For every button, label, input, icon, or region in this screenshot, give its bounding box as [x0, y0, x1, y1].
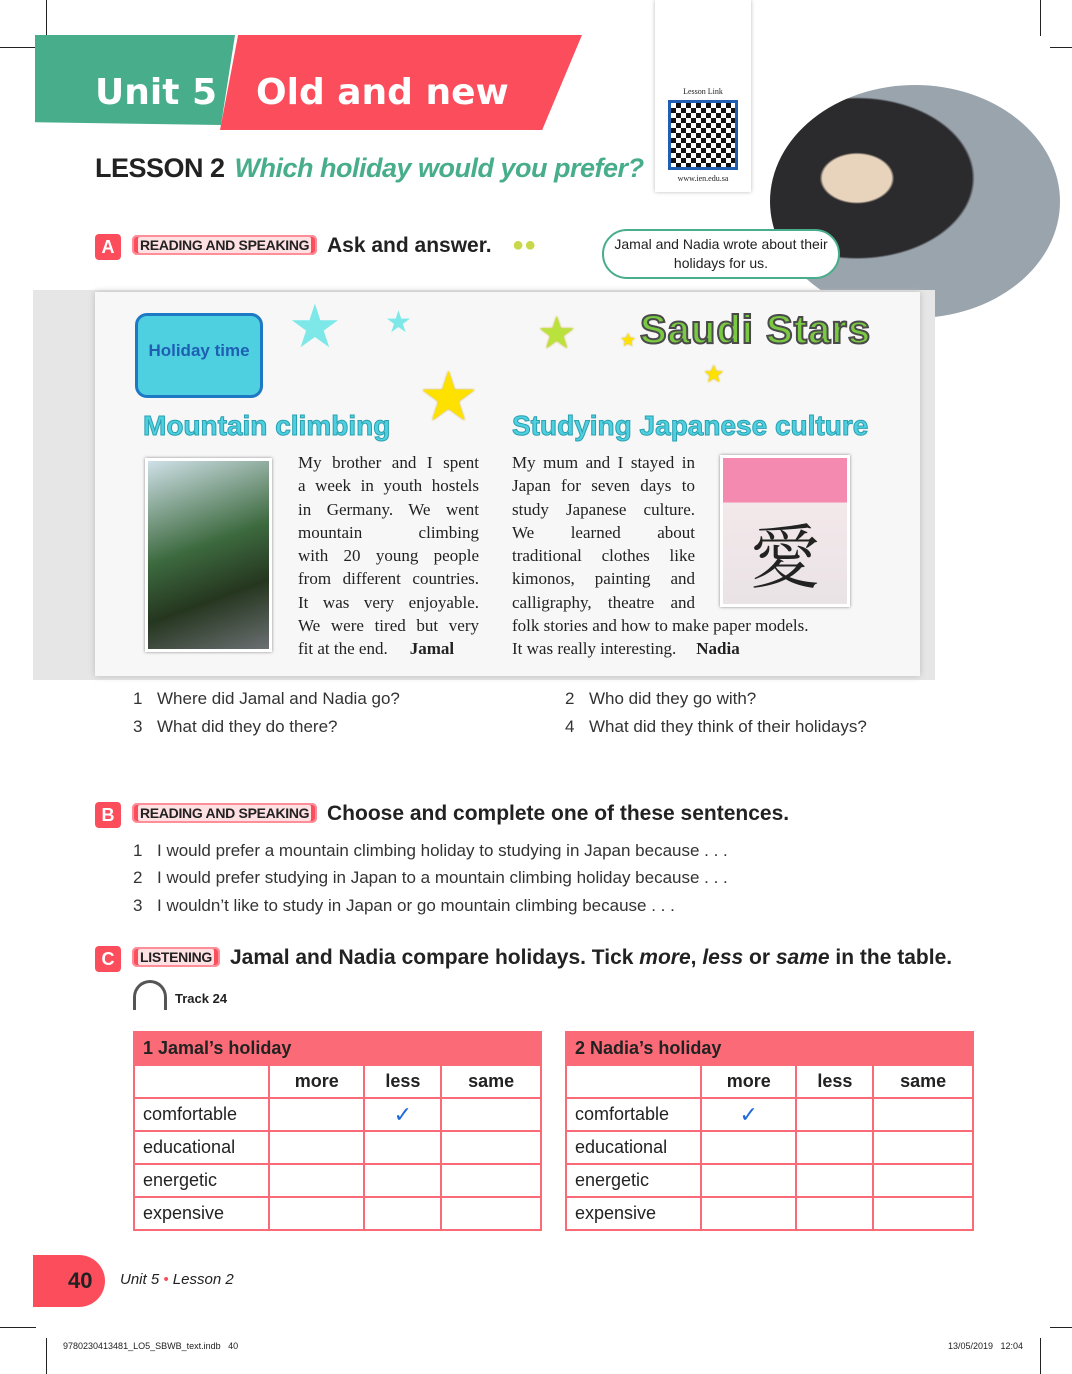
- row-label: energetic: [566, 1164, 701, 1197]
- column-header-less: less: [364, 1065, 441, 1098]
- tick-cell-less[interactable]: ✓: [364, 1098, 441, 1131]
- magazine-title: Saudi Stars: [640, 308, 872, 352]
- qr-lesson-link[interactable]: [655, 0, 751, 192]
- unit-title: Old and new: [256, 72, 509, 113]
- tick-cell-same[interactable]: [873, 1131, 973, 1164]
- row-label: comfortable: [134, 1098, 269, 1131]
- article-heading-mountain: Mountain climbing: [143, 410, 391, 441]
- tick-cell-same[interactable]: [873, 1164, 973, 1197]
- section-b-letter: B: [95, 802, 121, 828]
- row-label: energetic: [134, 1164, 269, 1197]
- qr-code[interactable]: [668, 100, 738, 170]
- crop-mark: [1040, 0, 1041, 36]
- row-label: comfortable: [566, 1098, 701, 1131]
- track-label[interactable]: Track 24: [175, 991, 228, 1006]
- qr-label: Lesson Link: [683, 87, 723, 96]
- tick-cell-more[interactable]: [269, 1164, 364, 1197]
- tick-cell-less[interactable]: [364, 1131, 441, 1164]
- tick-cell-more[interactable]: [269, 1131, 364, 1164]
- question: 4 What did they think of their holidays?: [565, 717, 867, 736]
- sentence-option: 3 I wouldn’t like to study in Japan or go mountain climbing because . . .: [133, 896, 675, 915]
- crop-mark: [0, 1327, 36, 1328]
- author-nadia: Nadia: [696, 639, 740, 659]
- tick-cell-more[interactable]: [269, 1098, 364, 1131]
- row-label: expensive: [134, 1197, 269, 1230]
- star-icon: ★: [418, 359, 479, 435]
- page-number: 40: [68, 1268, 93, 1293]
- headphones-icon[interactable]: [133, 980, 167, 1010]
- article-jamal: My brother and I spent a week in youth hostels in Germany. We went mountain climbing with 20 young people from different countries. It was very enjoyable. We were tired but very fit at the end. Jamal: [298, 453, 479, 659]
- tick-cell-same[interactable]: [873, 1197, 973, 1230]
- tick-cell-less[interactable]: [796, 1197, 873, 1230]
- question: 1 Where did Jamal and Nadia go?: [133, 689, 400, 708]
- photo-japanese-culture: 愛: [720, 455, 850, 607]
- row-label: educational: [134, 1131, 269, 1164]
- table-title: 2 Nadia’s holiday: [566, 1032, 973, 1065]
- row-label: expensive: [566, 1197, 701, 1230]
- tick-cell-same[interactable]: [441, 1164, 541, 1197]
- unit-label: Unit 5: [95, 72, 217, 113]
- tick-cell-more[interactable]: [269, 1197, 364, 1230]
- star-icon: ★: [703, 361, 725, 388]
- print-date: 13/05/2019 12:04: [948, 1341, 1024, 1351]
- tick-cell-less[interactable]: [796, 1164, 873, 1197]
- article-nadia: My mum and I stayed in Japan for seven days to study Japanese culture. We learned about traditional clothes like kimonos, painting and calligraphy, theatre and: [512, 453, 695, 612]
- table-row: [134, 1098, 541, 1131]
- speech-bubble: Jamal and Nadia wrote about their holidays for us.: [602, 229, 840, 279]
- crop-mark: [46, 0, 47, 36]
- table-row: [566, 1164, 973, 1197]
- column-header-less: less: [796, 1065, 873, 1098]
- star-icon: ★: [288, 293, 342, 360]
- sentence-option: 1 I would prefer a mountain climbing holiday to studying in Japan because . . .: [133, 841, 728, 860]
- tick-cell-more[interactable]: ✓: [701, 1098, 796, 1131]
- column-header-more: more: [269, 1065, 364, 1098]
- article-nadia-end: folk stories and how to make paper models. It was really interesting. Nadia: [512, 616, 809, 659]
- section-c-letter: C: [95, 946, 121, 972]
- table-row: [566, 1197, 973, 1230]
- star-icon: ★: [620, 330, 637, 350]
- table-title: 1 Jamal’s holiday: [134, 1032, 541, 1065]
- lesson-heading: [95, 153, 644, 184]
- article-heading-japanese: Studying Japanese culture: [512, 410, 869, 441]
- column-header-same: same: [441, 1065, 541, 1098]
- crop-mark: [46, 1338, 47, 1374]
- tick-cell-less[interactable]: [364, 1164, 441, 1197]
- section-c-skill: LISTENING: [132, 947, 220, 967]
- section-b-instruction: Choose and complete one of these sentences.: [327, 802, 790, 825]
- crop-mark: [1040, 1338, 1041, 1374]
- table-row: [134, 1164, 541, 1197]
- tick-cell-more[interactable]: [701, 1197, 796, 1230]
- section-a-skill: READING AND SPEAKING: [132, 235, 317, 255]
- star-icon: ★: [385, 306, 412, 339]
- column-header-same: same: [873, 1065, 973, 1098]
- lesson-title: Which holiday would you prefer?: [234, 153, 644, 183]
- qr-url: www.ien.edu.sa: [677, 174, 729, 183]
- tick-cell-same[interactable]: [441, 1197, 541, 1230]
- table-row: [134, 1131, 541, 1164]
- row-label: educational: [566, 1131, 701, 1164]
- column-header-more: more: [701, 1065, 796, 1098]
- question: 3 What did they do there?: [133, 717, 338, 736]
- crop-mark: [1050, 1327, 1072, 1328]
- tick-cell-same[interactable]: [873, 1098, 973, 1131]
- question: 2 Who did they go with?: [565, 689, 757, 708]
- pair-work-icon: ●●: [512, 234, 537, 256]
- jamal-holiday-table: [133, 1031, 542, 1231]
- table-row: [566, 1131, 973, 1164]
- tick-cell-same[interactable]: [441, 1098, 541, 1131]
- tick-cell-same[interactable]: [441, 1131, 541, 1164]
- photo-mountain-climbing: [145, 458, 272, 652]
- table-row: [134, 1197, 541, 1230]
- holiday-time-badge: Holiday time: [135, 313, 263, 398]
- section-c-instruction: Jamal and Nadia compare holidays. Tick more, less or same in the table.: [230, 946, 953, 969]
- crop-mark: [0, 47, 36, 48]
- lesson-number: LESSON 2: [95, 153, 225, 183]
- crop-mark: [1050, 47, 1072, 48]
- tick-cell-less[interactable]: [364, 1197, 441, 1230]
- section-a-instruction: Ask and answer.: [327, 234, 492, 257]
- print-file-info: 9780230413481_LO5_SBWB_text.indb 40: [63, 1341, 239, 1351]
- footer-breadcrumb: Unit 5 • Lesson 2: [120, 1271, 234, 1288]
- tick-cell-more[interactable]: [701, 1131, 796, 1164]
- sentence-option: 2 I would prefer studying in Japan to a mountain climbing holiday because . . .: [133, 868, 728, 887]
- author-jamal: Jamal: [409, 639, 455, 659]
- blank-header: [566, 1065, 701, 1098]
- tick-cell-less[interactable]: [796, 1131, 873, 1164]
- nadia-holiday-table: [565, 1031, 974, 1231]
- blank-header: [134, 1065, 269, 1098]
- star-icon: ★: [537, 309, 577, 358]
- tick-cell-less[interactable]: [796, 1098, 873, 1131]
- section-b-skill: READING AND SPEAKING: [132, 803, 317, 823]
- tick-cell-more[interactable]: [701, 1164, 796, 1197]
- table-row: [566, 1098, 973, 1131]
- photo-jamal-nadia: [770, 85, 1060, 318]
- section-a-letter: A: [95, 234, 121, 260]
